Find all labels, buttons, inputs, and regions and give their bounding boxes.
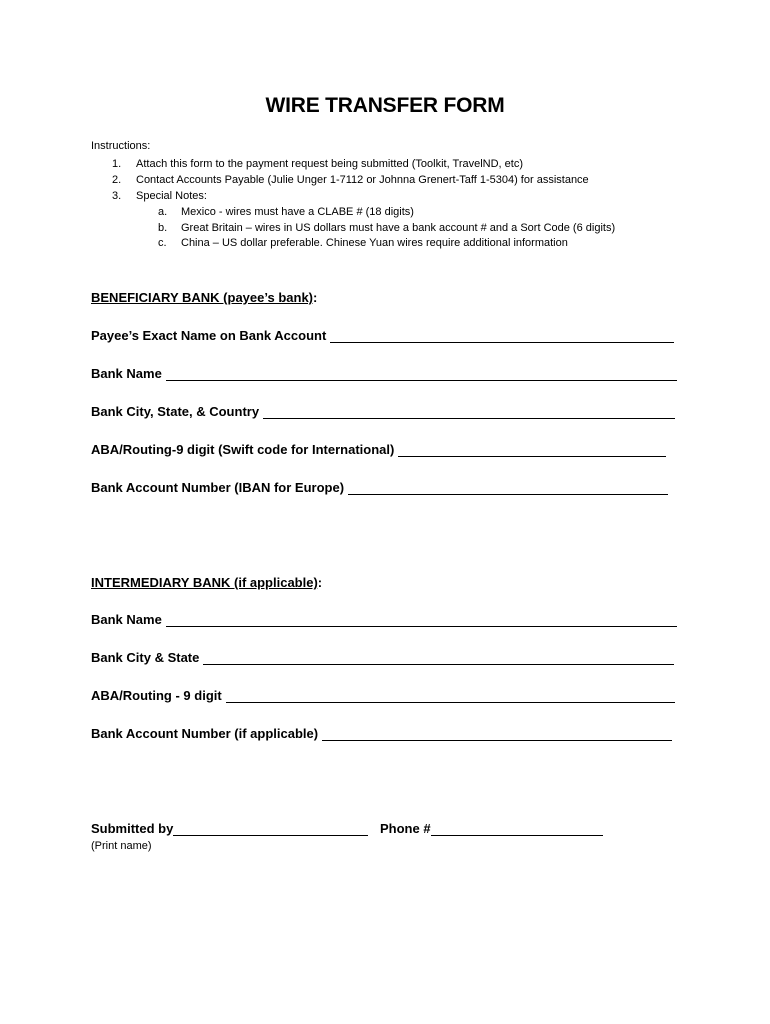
- form-title: WIRE TRANSFER FORM: [265, 94, 505, 117]
- intermediary-bank-name-field[interactable]: [91, 612, 677, 627]
- intermediary-aba-routing-input-line[interactable]: [226, 690, 675, 703]
- intermediary-aba-routing-field[interactable]: [91, 688, 675, 703]
- bank-city-state-country-field[interactable]: [91, 404, 675, 419]
- instruction-text: Attach this form to the payment request being submitted (Toolkit, TravelND, etc): [136, 158, 524, 170]
- intermediary-bank-name-input-line[interactable]: [166, 614, 677, 627]
- field-label: ABA/Routing - 9 digit: [91, 688, 222, 703]
- instruction-number: 1.: [112, 158, 122, 170]
- intermediary-bank-city-state-field[interactable]: [91, 650, 674, 665]
- beneficiary-bank-heading-text: BENEFICIARY BANK (payee’s bank): [91, 290, 314, 305]
- submitted-by-input-line[interactable]: [173, 823, 368, 836]
- note-letter: c.: [158, 237, 167, 249]
- note-text: China – US dollar preferable. Chinese Yuan wires require additional information: [181, 237, 568, 249]
- field-label: ABA/Routing-9 digit (Swift code for International): [91, 442, 395, 457]
- payee-name-input-line[interactable]: [330, 330, 674, 343]
- field-label: Bank Account Number (IBAN for Europe): [91, 480, 345, 495]
- instructions-heading: Instructions:: [91, 140, 151, 152]
- print-name-hint: (Print name): [91, 840, 152, 852]
- field-label: Bank Name: [91, 612, 162, 627]
- field-label: Submitted by: [91, 821, 174, 836]
- intermediary-bank-account-number-field[interactable]: [91, 726, 672, 741]
- field-label: Bank City & State: [91, 650, 200, 665]
- aba-routing-input-line[interactable]: [398, 444, 666, 457]
- note-text: Great Britain – wires in US dollars must have a bank account # and a Sort Code (6 digits): [181, 221, 616, 234]
- payee-name-field[interactable]: [91, 328, 674, 343]
- field-label: Bank City, State, & Country: [91, 404, 260, 419]
- bank-account-number-input-line[interactable]: [348, 482, 668, 495]
- phone-field[interactable]: [380, 821, 603, 836]
- field-label: Bank Name: [91, 366, 162, 381]
- bank-account-number-field[interactable]: [91, 480, 668, 495]
- bank-name-input-line[interactable]: [166, 368, 677, 381]
- heading-colon: :: [313, 290, 318, 305]
- intermediary-bank-heading: [91, 575, 322, 590]
- instruction-text: Contact Accounts Payable (Julie Unger 1-7112 or Johnna Grenert-Taff 1-5304) for assistance: [136, 174, 589, 186]
- instruction-number: 2.: [112, 174, 122, 186]
- note-letter: b.: [158, 221, 168, 234]
- intermediary-bank-account-number-input-line[interactable]: [322, 728, 672, 741]
- submitted-by-field[interactable]: [91, 821, 368, 836]
- field-label: Bank Account Number (if applicable): [91, 726, 319, 741]
- field-label: Payee’s Exact Name on Bank Account: [91, 328, 327, 343]
- intermediary-bank-city-state-input-line[interactable]: [203, 652, 674, 665]
- note-letter: a.: [158, 206, 168, 218]
- heading-colon: :: [317, 575, 323, 590]
- aba-routing-field[interactable]: [91, 442, 666, 457]
- bank-name-field[interactable]: [91, 366, 677, 381]
- intermediary-bank-heading-text: INTERMEDIARY BANK (if applicable): [91, 575, 318, 590]
- phone-input-line[interactable]: [431, 823, 603, 836]
- field-label: Phone #: [380, 821, 431, 836]
- beneficiary-bank-heading: [91, 290, 317, 305]
- instruction-number: 3.: [112, 190, 122, 202]
- bank-city-state-country-input-line[interactable]: [263, 406, 675, 419]
- instruction-text: Special Notes:: [136, 190, 207, 202]
- note-text: Mexico - wires must have a CLABE # (18 digits): [181, 206, 414, 218]
